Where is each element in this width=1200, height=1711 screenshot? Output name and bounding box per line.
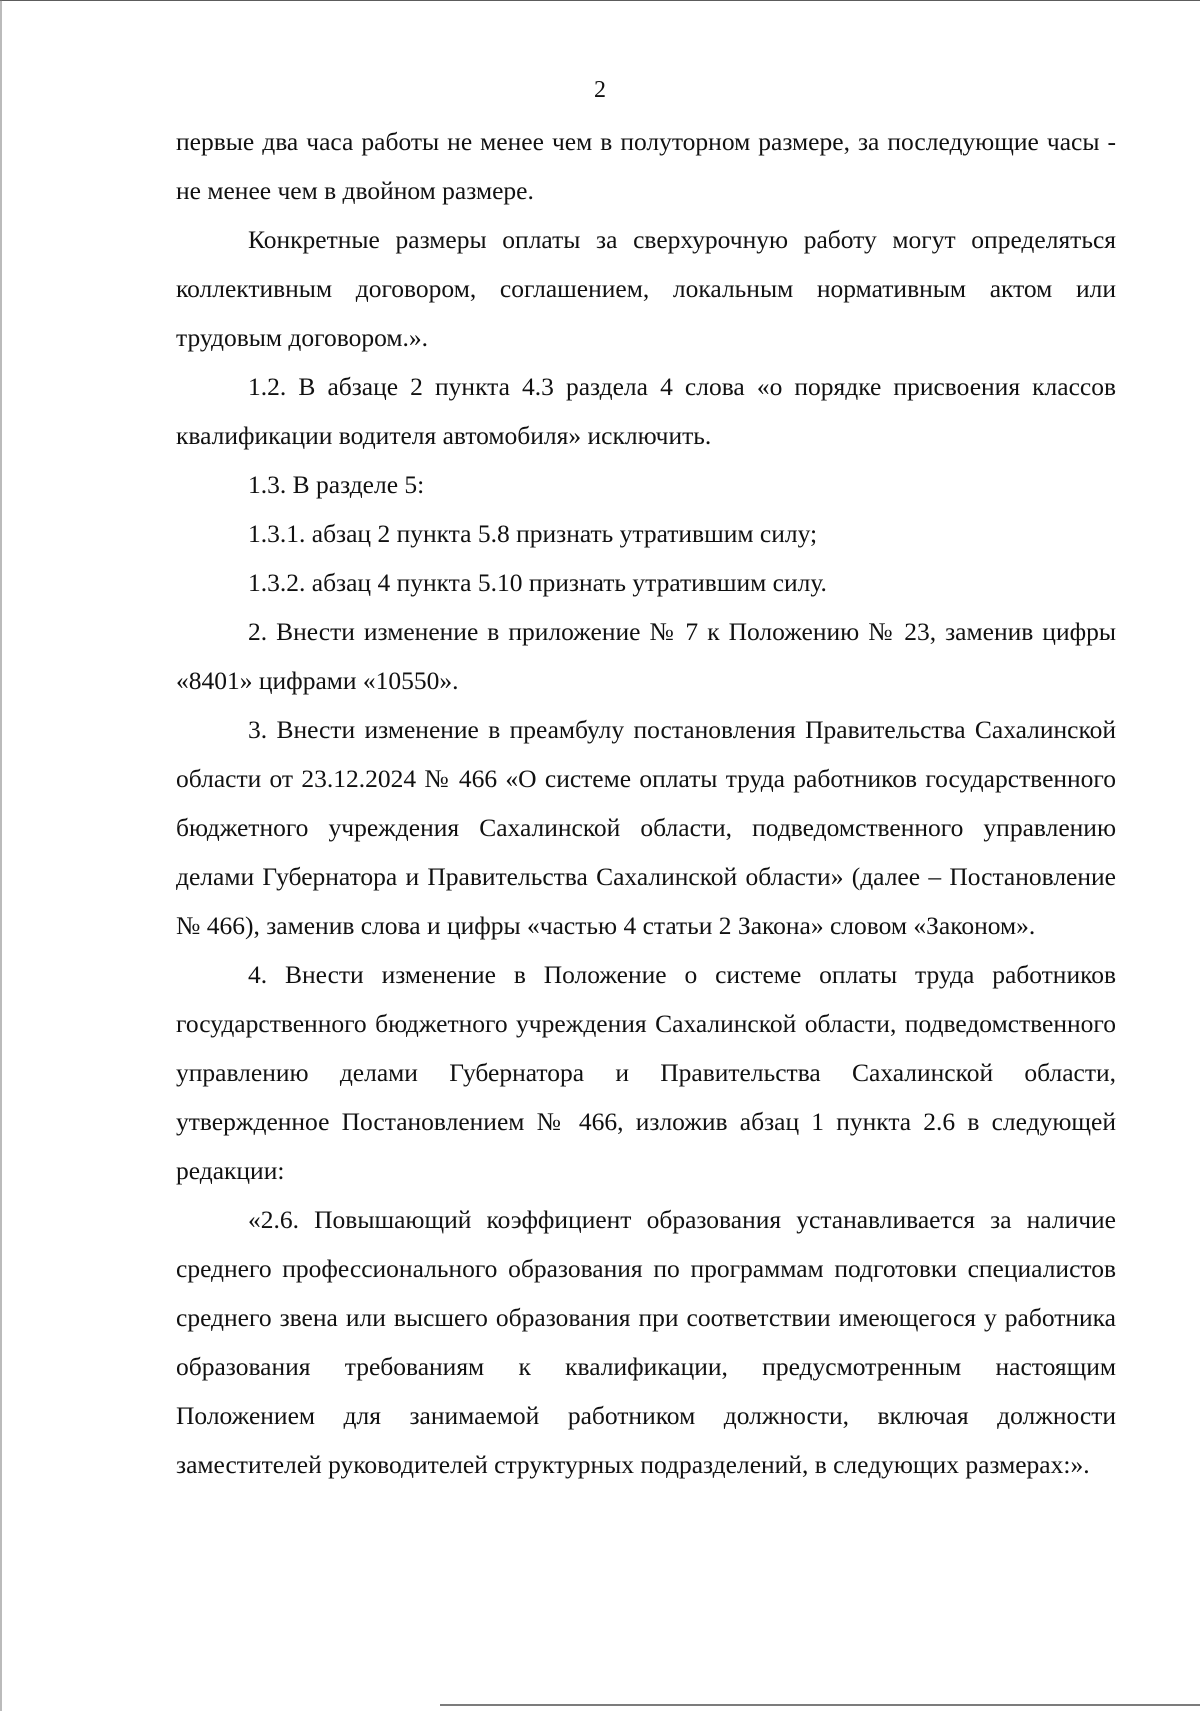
- document-body: [176, 117, 1116, 1489]
- paragraph: 3. Внести изменение в преамбулу постановления Правительства Сахалинской области от 23.12.2024 № 466 «О системе оплаты труда работников государственного бюджетного учреждения Сахалинской области, подведомственного управлению делами Губернатора и Правительства Сахалинской области» (далее – Постановление № 466), заменив слова и цифры «частью 4 статьи 2 Закона» словом «Законом».: [176, 715, 1116, 940]
- paragraph: «2.6. Повышающий коэффициент образования устанавливается за наличие среднего профессионального образования по программам подготовки специалистов среднего звена или высшего образования при соответствии имеющегося у работника образования требованиям к квалификации, предусмотренным настоящим Положением для занимаемой работником должности, включая должности заместителей руководителей структурных подразделений, в следующих размерах:».: [176, 1205, 1116, 1479]
- paragraph: 4. Внести изменение в Положение о системе оплаты труда работников государственного бюджетного учреждения Сахалинской области, подведомственного управлению делами Губернатора и Правительства Сахалинской области, утвержденное Постановлением № 466, изложив абзац 1 пункта 2.6 в следующей редакции:: [176, 960, 1116, 1185]
- paragraph: 2. Внести изменение в приложение № 7 к Положению № 23, заменив цифры «8401» цифрами «10550».: [176, 617, 1116, 695]
- scan-edge-top: [0, 0, 1200, 4]
- paragraph: 1.3.1. абзац 2 пункта 5.8 признать утратившим силу;: [248, 519, 818, 548]
- scan-edge-left: [0, 0, 2, 1711]
- paragraph: 1.3. В разделе 5:: [248, 470, 425, 499]
- scan-edge-bottom: [440, 1704, 1200, 1706]
- paragraph: Конкретные размеры оплаты за сверхурочную работу могут определяться коллективным договором, соглашением, локальным нормативным актом или трудовым договором.».: [176, 225, 1116, 352]
- page-number: 2: [594, 77, 606, 103]
- paragraph: первые два часа работы не менее чем в полуторном размере, за последующие часы - не менее чем в двойном размере.: [176, 127, 1116, 205]
- paragraph: 1.3.2. абзац 4 пункта 5.10 признать утратившим силу.: [248, 568, 827, 597]
- paragraph: 1.2. В абзаце 2 пункта 4.3 раздела 4 слова «о порядке присвоения классов квалификации водителя автомобиля» исключить.: [176, 372, 1116, 450]
